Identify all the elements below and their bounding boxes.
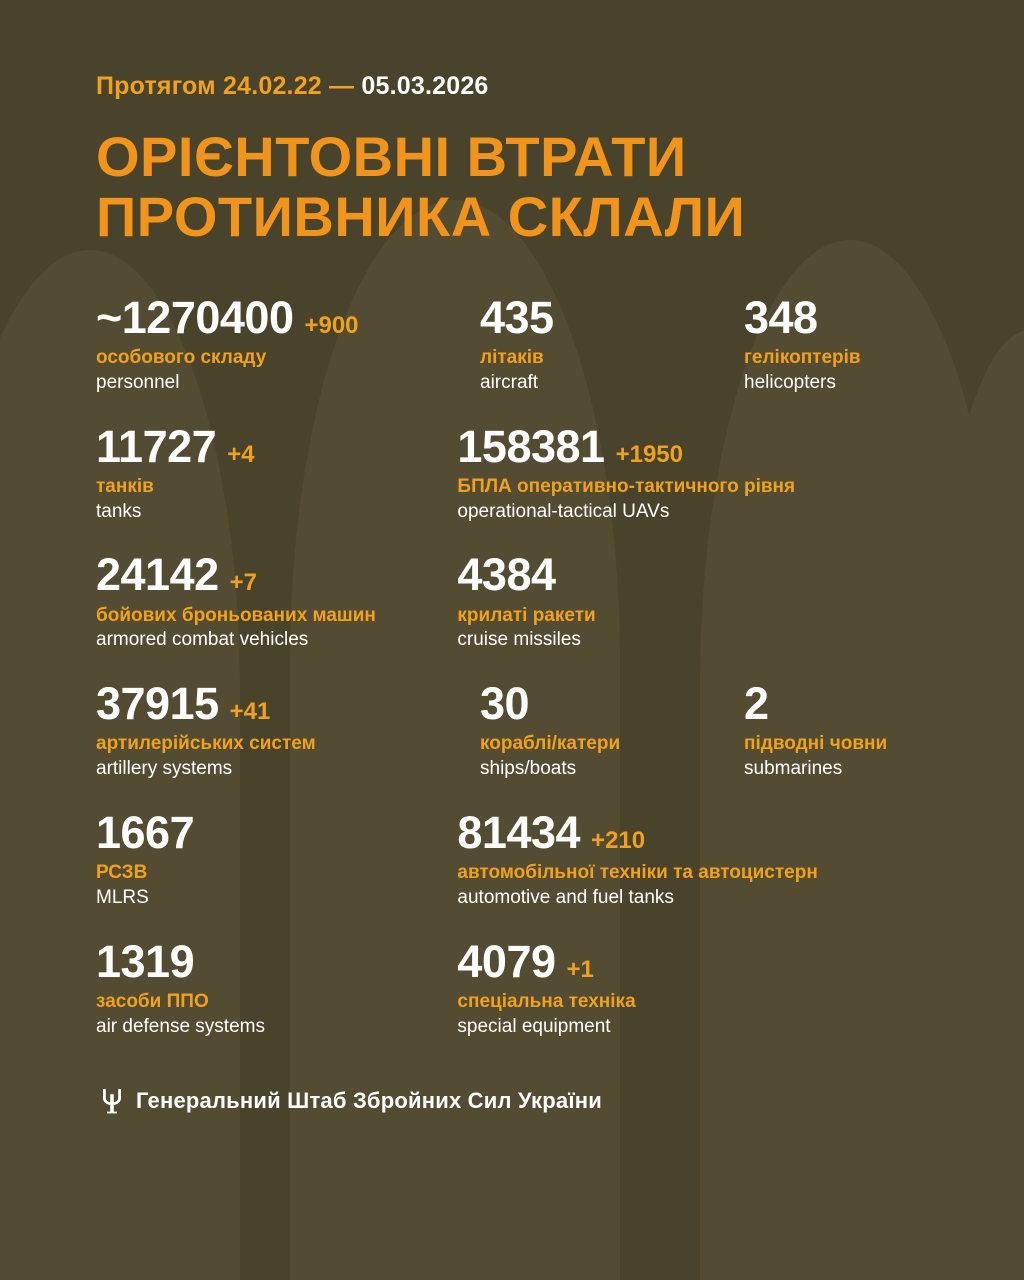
stat-cruise-missiles bbox=[457, 551, 928, 680]
stat-ships bbox=[480, 680, 744, 809]
stat-delta: +1950 bbox=[615, 440, 683, 468]
stat-value: 4384 bbox=[457, 549, 556, 601]
stat-mlrs bbox=[96, 806, 457, 938]
stat-label-ua: особового складу bbox=[96, 347, 267, 369]
stat-label-en: submarines bbox=[744, 758, 843, 780]
stat-artillery bbox=[96, 680, 480, 809]
stat-label-ua: крилаті ракети bbox=[457, 604, 596, 626]
stats-row bbox=[96, 806, 928, 938]
stat-label-en: aircraft bbox=[480, 371, 539, 393]
stat-label-en: helicopters bbox=[744, 371, 836, 393]
stat-label-ua: БПЛА оперативно-тактичного рівня bbox=[457, 475, 796, 497]
stat-value: 1667 bbox=[96, 806, 195, 858]
footer bbox=[96, 1088, 928, 1114]
stat-label-en: automotive and fuel tanks bbox=[457, 886, 674, 908]
stat-label-en: air defense systems bbox=[96, 1015, 265, 1037]
stat-label-en: cruise missiles bbox=[457, 629, 581, 651]
stat-value: 11727 bbox=[96, 420, 217, 472]
stat-delta: +4 bbox=[227, 440, 255, 468]
page-title-line2: ПРОТИВНИКА СКЛАЛИ bbox=[96, 185, 746, 249]
stat-label-en: artillery systems bbox=[96, 758, 233, 780]
stats-row bbox=[96, 935, 928, 1067]
stats-row bbox=[96, 551, 928, 680]
stat-special-equipment bbox=[457, 935, 928, 1067]
period-date: 05.03.2026 bbox=[361, 72, 489, 100]
stat-delta: +1 bbox=[566, 955, 594, 983]
stat-value: 4079 bbox=[457, 935, 556, 987]
stat-value: 348 bbox=[744, 291, 818, 343]
stat-delta: +41 bbox=[229, 698, 271, 726]
stat-label-ua: артилерійських систем bbox=[96, 733, 316, 755]
stat-label-ua: підводні човни bbox=[744, 733, 888, 755]
stat-label-ua: засоби ППО bbox=[96, 990, 209, 1012]
stat-label-en: ships/boats bbox=[480, 758, 577, 780]
stat-aircraft bbox=[480, 291, 744, 423]
stats-row bbox=[96, 420, 928, 552]
period-line bbox=[96, 0, 928, 101]
stat-delta: +7 bbox=[229, 569, 258, 597]
stats-grid bbox=[96, 291, 928, 1067]
stat-value: 24142 bbox=[96, 549, 219, 601]
stat-label-en: MLRS bbox=[96, 886, 149, 908]
trident-icon bbox=[102, 1088, 122, 1114]
stat-label-ua: кораблі/катери bbox=[480, 733, 621, 755]
stat-label-ua: літаків bbox=[480, 347, 544, 369]
stat-label-en: special equipment bbox=[457, 1015, 611, 1037]
stat-value: 435 bbox=[480, 291, 554, 343]
stat-submarines bbox=[744, 680, 914, 809]
stat-delta: +210 bbox=[591, 826, 646, 854]
stat-label-en: operational-tactical UAVs bbox=[457, 500, 670, 522]
stat-uavs bbox=[457, 420, 928, 552]
stat-label-en: personnel bbox=[96, 371, 180, 393]
stats-row bbox=[96, 680, 928, 809]
stat-value: 30 bbox=[480, 678, 530, 730]
period-prefix: Протягом 24.02.22 — bbox=[96, 72, 355, 100]
stat-label-ua: автомобільної техніки та автоцистерн bbox=[457, 862, 818, 884]
page-title-line1: ОРІЄНТОВНІ ВТРАТИ bbox=[96, 125, 687, 188]
stat-value: 1319 bbox=[96, 935, 195, 987]
stat-label-ua: спеціальна техніка bbox=[457, 990, 636, 1012]
stats-row bbox=[96, 291, 928, 423]
stat-automotive bbox=[457, 806, 928, 938]
stat-label-ua: бойових броньованих машин bbox=[96, 604, 376, 626]
page-title bbox=[96, 127, 928, 248]
stat-value: 158381 bbox=[457, 420, 605, 472]
stat-armored-combat-vehicles bbox=[96, 551, 457, 680]
stat-value: 81434 bbox=[457, 806, 581, 858]
stat-label-ua: РСЗВ bbox=[96, 862, 148, 884]
stat-label-en: armored combat vehicles bbox=[96, 629, 309, 651]
stat-delta: +900 bbox=[304, 311, 359, 339]
stat-air-defense bbox=[96, 935, 457, 1067]
stat-label-ua: танків bbox=[96, 475, 154, 497]
stat-value: ~1270400 bbox=[96, 291, 294, 343]
stat-value: 2 bbox=[744, 678, 769, 730]
stat-label-en: tanks bbox=[96, 500, 142, 522]
stat-personnel bbox=[96, 291, 480, 423]
footer-text: Генеральний Штаб Збройних Сил України bbox=[136, 1088, 602, 1114]
stat-helicopters bbox=[744, 291, 914, 423]
stat-label-ua: гелікоптерів bbox=[744, 347, 861, 369]
stat-tanks bbox=[96, 420, 457, 552]
stat-value: 37915 bbox=[96, 678, 219, 730]
